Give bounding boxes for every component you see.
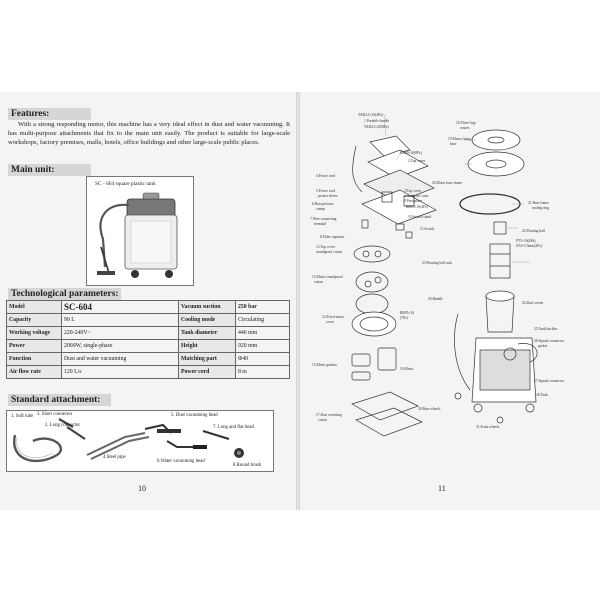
part-label: protect sleeve (318, 194, 338, 198)
part-label: cotton (314, 280, 323, 284)
attach-heading: Standard attachment: (8, 394, 111, 406)
part-label: sealing ring (532, 206, 549, 210)
part-label: terminal (314, 222, 326, 226)
part-label: 10.Switch stand (408, 215, 431, 219)
manual-spread (0, 92, 600, 510)
features-text: With a strong responding motor, this machine has a very ideal effect in dust and water vacuuming. It has multi-purpose attachments that fix to the main unit easily. The product is suitable for large-scale workshops, factory premises, malls, hotels, office buildings and other large-scale public places. (8, 121, 290, 146)
part-label: gasket (538, 344, 548, 348)
part-label: 19.Motor fixing (448, 137, 471, 141)
part-label: 26.Squash connector (534, 339, 564, 343)
page-number: 10 (138, 484, 146, 493)
part-label: 9.Periophere (404, 199, 423, 203)
part-label: 1.Portable handle (364, 119, 390, 123)
part-label: 30.Base wheels (418, 407, 441, 411)
table-row: Capacity 90 L Cooling mode Circulating (7, 314, 290, 327)
attach-label: 3. Short connector (37, 412, 73, 417)
part-label: 7.Wire connecting (310, 217, 337, 221)
attach-label: 4.Steel pipe (103, 455, 126, 460)
part-label: 12.Top cover (316, 245, 335, 249)
attach-label: 8.Round brush (233, 463, 262, 468)
part-label: 13.Motor soundproof (312, 275, 343, 279)
attach-label: 5. Dust vacuuming head (171, 413, 218, 418)
part-label: base (450, 142, 457, 146)
part-label: soundproof cotto (404, 194, 429, 198)
part-label: (7Pz) (400, 316, 408, 320)
attachments-figure (6, 410, 274, 472)
table-row: Air flow rate 120 L/s Power cord 8 m (7, 366, 290, 379)
part-label: ST4×3.5mm(2Pz) (516, 244, 542, 248)
part-label: 14.Fixed motor (322, 315, 345, 319)
params-table (6, 300, 290, 379)
main-unit-caption: SC - 604 square plastic tank (95, 181, 156, 187)
part-label: 6.Bon pressure (312, 202, 334, 206)
table-row: Model SC-604 Vacuum suction 250 bar (7, 301, 290, 314)
page-number: 11 (438, 484, 446, 493)
part-label: 17.Dust screening (316, 413, 342, 417)
features-heading: Features: (8, 108, 91, 120)
part-label: 28.Tank (536, 393, 548, 397)
part-label: BB05×16(4Pz) (406, 205, 428, 209)
part-label: 3.Top cover (404, 189, 422, 193)
right-page (300, 92, 600, 510)
part-label: 15.Motor gaskets (312, 363, 337, 367)
part-label: PT5×16(4Pz) (516, 239, 536, 243)
table-row: Power 2000W, single-phase Height 920 mm (7, 340, 290, 353)
attach-label: 6.Water vacuuming head (157, 459, 205, 464)
part-label: BB05×16 (400, 311, 415, 315)
part-label: cotton (318, 418, 327, 422)
part-label: 2.Top cover (408, 159, 426, 163)
part-label: cramp (316, 207, 325, 211)
part-label: 8.Filter capacitor (320, 235, 345, 239)
part-label: 16.Motor (400, 367, 414, 371)
table-row: Working voltage 220-240V~ Tank diameter 440 mm (7, 327, 290, 340)
part-label: 29.Handle (428, 297, 443, 301)
part-label: BB05×16(8Pz) (400, 151, 422, 155)
attach-label: 7. Long and flat head (213, 425, 254, 430)
left-page (0, 92, 296, 510)
part-label: 22.Floating ball (522, 229, 545, 233)
part-label: 4.Power cord (316, 174, 336, 178)
part-label: cover (326, 320, 334, 324)
part-label: 27.Squash connector (534, 379, 564, 383)
part-label: rosters (460, 126, 470, 130)
part-label: 25.Tank buckles (534, 327, 558, 331)
vacuum-cleaner-image (87, 177, 193, 285)
part-label: 31.Front wheels (476, 425, 500, 429)
main-unit-figure (86, 176, 194, 286)
part-label: 23.Floating ball rack (422, 261, 452, 265)
part-label: 24.Dust screen (522, 301, 544, 305)
attachments-image (7, 411, 273, 471)
table-row: Function Dust and water vacuuming Matching part Φ40 (7, 353, 290, 366)
attach-label: 1. Soft tube (11, 414, 34, 419)
part-label: 20.Motor base frame (432, 181, 463, 185)
part-label: 11.Switch (420, 227, 435, 231)
part-label: 21.Base frame (528, 201, 549, 205)
main-unit-heading: Main unit: (8, 164, 91, 176)
part-label: TAB4.5×20(8Pz) (364, 125, 389, 129)
exploded-parts-diagram (300, 92, 600, 510)
part-label: 5.Power cord (316, 189, 336, 193)
part-label: 18.Three-legs (456, 121, 476, 125)
part-label: TAB4.5×30(4Pz) (358, 113, 383, 117)
attach-label: 2. Long connector (45, 423, 81, 428)
tech-heading: Technological parameters: (8, 288, 121, 300)
part-label: soundproof cotton (316, 250, 343, 254)
